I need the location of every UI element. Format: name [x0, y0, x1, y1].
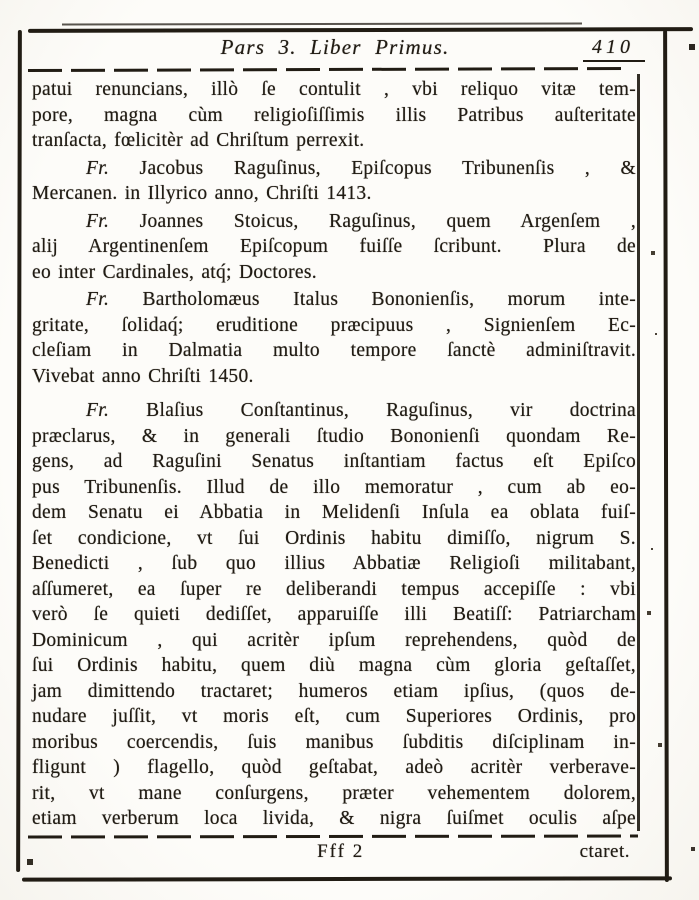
page-number: 410 [592, 36, 634, 58]
catchword: ctaret. [579, 841, 630, 862]
text-line: moribus coercendis, ſuis manibus ſubditis diſciplinam in- [32, 731, 636, 753]
text-line: nudare juſſit, vt moris eſt, cum Superiores Ordinis, pro [32, 706, 636, 727]
frame-bottom-rule [22, 876, 672, 881]
paragraph-lead: Fr. [86, 210, 110, 232]
frame-top-rule [28, 27, 693, 33]
text-line: Mercanen. in Illyrico anno, Chriſti 1413. [32, 183, 372, 204]
text-line: alij Argentinenſem Epiſcopum fuiſſe ſcribunt. Plura de [32, 236, 636, 257]
text-line: ſui Ordinis habitu, quem diù magna cùm gloria geſtaſſet, [32, 655, 636, 676]
frame-right-inner-rule [637, 74, 640, 831]
text-line: etiam verberum loca livida, & nigra ſuiſmet oculis aſpe [32, 808, 636, 829]
header-separator-rule [28, 67, 628, 72]
text-line: dem Senatu ei Abbatia in Melidenſi Inſula ea oblata fuiſ- [32, 502, 636, 523]
text-line: Fr. Joannes Stoicus, Raguſinus, quem Argenſem , [86, 210, 636, 232]
text-block [32, 77, 636, 832]
text-line: jam dimittendo tractaret; humeros etiam ipſius, (quos de- [32, 680, 636, 702]
scan-noise-speckles [0, 0, 2, 2]
text-line: ſet condicione, vt ſui Ordinis habitu dimiſſo, nigrum S. [32, 527, 636, 549]
paragraph-lead: Fr. [86, 289, 110, 310]
text-line: fligunt ) flagello, quòd geſtabat, adeò acritèr verberave- [32, 757, 636, 778]
page-footer [32, 841, 638, 867]
frame-left-rule [16, 30, 22, 872]
text-line: Benedicti , ſub quo illius Abbatiæ Religioſi militabant, [32, 553, 636, 574]
paragraph-lead: Fr. [86, 157, 110, 179]
text-line: patui renuncians, illò ſe contulit , vbi reliquo vitæ tem- [32, 79, 636, 100]
running-title: Pars 3. Liber Primus. [220, 35, 450, 59]
text-line: aſſumeret, ea ſuper re deliberandi tempus accepiſſe : vbi [32, 578, 636, 600]
text-line: Fr. Blaſius Conſtantinus, Raguſinus, vir doctrina [86, 400, 636, 421]
frame-right-outer-rule [663, 30, 669, 882]
text-line: Fr. Bartholomæus Italus Bononienſis, morum inte- [86, 289, 636, 310]
text-line: gens, ad Raguſini Senatus inſtantiam factus eſt Epiſco [32, 451, 636, 472]
text-line: Vivebat anno Chriſti 1450. [32, 365, 254, 387]
footer-separator-rule [28, 834, 638, 838]
text-line: eo inter Cardinales, atq́; Doctores. [32, 261, 317, 283]
text-line: gritate, ſolidaq́; eruditione præcipuus , Signienſem Ec- [32, 314, 636, 336]
text-line: Dominicum , qui acritèr ipſum reprehendens, quòd de [32, 629, 636, 651]
text-line: præclarus, & in generali ſtudio Bononienſi quondam Re- [32, 425, 636, 447]
text-line: verò ſe quieti dediſſet, apparuiſſe illi Beatiſſ: Patriarcham [32, 604, 636, 625]
text-line: rit, vt mane conſurgens, præter vehementem dolorem, [32, 782, 636, 804]
frame-top-rule-echo [62, 23, 582, 26]
text-line: pus Tribunenſis. Illud de illo memoratur , cum ab eo- [32, 476, 636, 498]
text-line: Fr. Jacobus Raguſinus, Epiſcopus Tribunenſis , & [86, 157, 636, 179]
signature-mark: Fff 2 [317, 841, 365, 862]
page-number-underline [583, 60, 645, 62]
text-line: tranſacta, fœlicitèr ad Chriſtum perrexit. [32, 130, 365, 151]
text-line: cleſiam in Dalmatia multo tempore ſanctè adminiſtravit. [32, 340, 636, 361]
text-line: pore, magna cùm religioſiſſimis illis Patribus auſteritate [32, 104, 636, 126]
paragraph-lead: Fr. [86, 400, 110, 421]
